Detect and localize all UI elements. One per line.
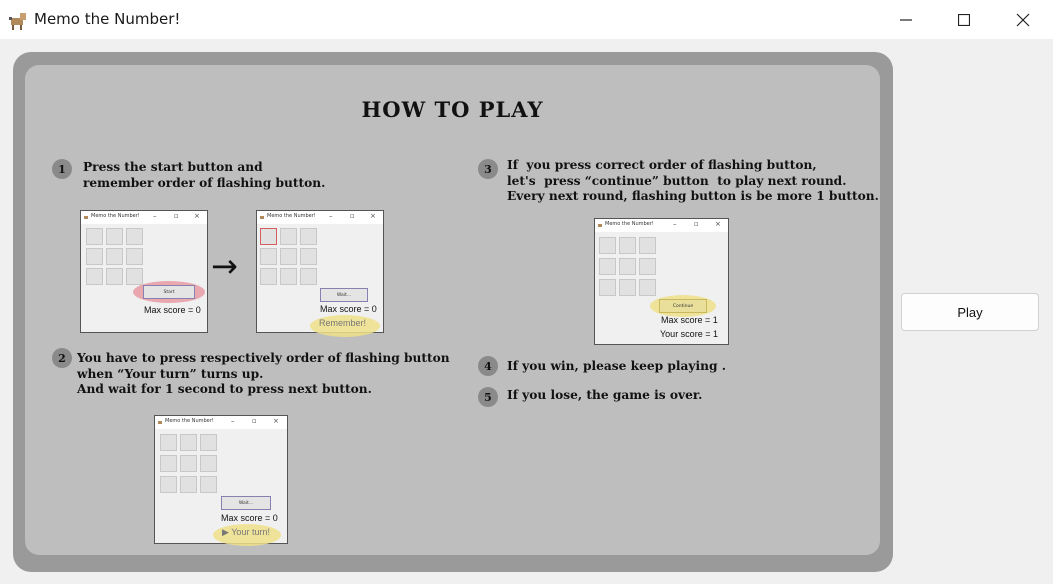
mini-max-score: Max score = 0 bbox=[221, 513, 278, 523]
grid-cell bbox=[639, 279, 656, 296]
close-icon: × bbox=[273, 417, 279, 425]
minimize-icon: – bbox=[673, 220, 677, 228]
grid-cell bbox=[106, 248, 123, 265]
close-icon: × bbox=[715, 220, 721, 228]
step-2-text: You have to press respectively order of flashing button when “Your turn” turns up. And wait for 1 second to press next button. bbox=[77, 351, 450, 396]
grid-cell bbox=[280, 228, 297, 245]
grid-cell bbox=[160, 455, 177, 472]
maximize-icon: ▫ bbox=[252, 417, 257, 425]
grid-cell bbox=[200, 455, 217, 472]
maximize-icon bbox=[958, 14, 970, 26]
grid-cell bbox=[200, 476, 217, 493]
maximize-icon: ▫ bbox=[174, 212, 179, 220]
grid-cell bbox=[200, 434, 217, 451]
arrow-icon: → bbox=[211, 247, 238, 285]
mini-max-score: Max score = 0 bbox=[144, 305, 201, 315]
window-title: Memo the Number! bbox=[34, 10, 181, 28]
grid-cell bbox=[619, 279, 636, 296]
minimize-icon: – bbox=[231, 417, 235, 425]
grid-cell bbox=[126, 228, 143, 245]
grid-cell bbox=[260, 248, 277, 265]
mini-continue-button: Continue bbox=[659, 299, 707, 313]
mini-window-title: Memo the Number! bbox=[165, 418, 214, 424]
grid-cell bbox=[599, 237, 616, 254]
mini-max-score: Max score = 0 bbox=[320, 304, 377, 314]
grid-cell bbox=[280, 248, 297, 265]
grid-cell-flashing bbox=[260, 228, 277, 245]
instructions-frame bbox=[13, 52, 893, 572]
grid-cell bbox=[106, 268, 123, 285]
grid-cell bbox=[180, 455, 197, 472]
app-icon bbox=[83, 214, 89, 220]
grid-cell bbox=[300, 268, 317, 285]
app-icon bbox=[8, 9, 30, 31]
example-remember-window bbox=[256, 210, 384, 333]
grid-cell bbox=[160, 434, 177, 451]
step-5-text: If you lose, the game is over. bbox=[507, 388, 703, 402]
grid-cell bbox=[86, 268, 103, 285]
maximize-icon: ▫ bbox=[694, 220, 699, 228]
grid-cell bbox=[260, 268, 277, 285]
step-1-text: Press the start button and remember order of flashing button. bbox=[83, 160, 326, 190]
app-icon bbox=[259, 214, 265, 220]
grid-cell bbox=[599, 258, 616, 275]
app-icon bbox=[157, 419, 163, 425]
maximize-button[interactable] bbox=[936, 0, 992, 39]
mini-your-score: Your score = 1 bbox=[660, 329, 718, 339]
maximize-icon: ▫ bbox=[350, 212, 355, 220]
mini-remember-label: Remember! bbox=[319, 318, 367, 328]
grid-cell bbox=[639, 258, 656, 275]
grid-cell bbox=[126, 248, 143, 265]
grid-cell bbox=[599, 279, 616, 296]
grid-cell bbox=[180, 434, 197, 451]
grid-cell bbox=[639, 237, 656, 254]
step-5-badge: 5 bbox=[478, 387, 498, 407]
example-continue-window bbox=[594, 218, 729, 345]
mini-max-score: Max score = 1 bbox=[661, 315, 718, 325]
instructions-panel bbox=[25, 65, 880, 555]
play-button[interactable]: Play bbox=[901, 293, 1039, 331]
mini-wait-button: Wait... bbox=[320, 288, 368, 302]
step-2-badge: 2 bbox=[52, 348, 72, 368]
grid-cell bbox=[106, 228, 123, 245]
close-icon: × bbox=[194, 212, 200, 220]
grid-cell bbox=[619, 258, 636, 275]
step-1-badge: 1 bbox=[52, 159, 72, 179]
mini-window-title: Memo the Number! bbox=[91, 213, 140, 219]
grid-cell bbox=[86, 248, 103, 265]
minimize-icon: – bbox=[329, 212, 333, 220]
example-your-turn-window bbox=[154, 415, 288, 544]
grid-cell bbox=[280, 268, 297, 285]
step-3-text: If you press correct order of flashing button, let's press “continue” button to play next round. Every next round, flashing button is be more 1 button. bbox=[507, 158, 879, 203]
grid-cell bbox=[180, 476, 197, 493]
app-icon bbox=[597, 222, 603, 228]
grid-cell bbox=[300, 248, 317, 265]
step-4-text: If you win, please keep playing . bbox=[507, 359, 726, 373]
mini-start-button: Start bbox=[143, 285, 195, 299]
minimize-button[interactable] bbox=[878, 0, 934, 39]
step-4-badge: 4 bbox=[478, 356, 498, 376]
grid-cell bbox=[300, 228, 317, 245]
close-icon bbox=[1016, 13, 1030, 27]
mini-window-title: Memo the Number! bbox=[267, 213, 316, 219]
minimize-icon bbox=[900, 14, 912, 26]
close-icon: × bbox=[370, 212, 376, 220]
grid-cell bbox=[160, 476, 177, 493]
minimize-icon: – bbox=[153, 212, 157, 220]
mini-wait-button: Wait... bbox=[221, 496, 271, 510]
grid-cell bbox=[126, 268, 143, 285]
grid-cell bbox=[86, 228, 103, 245]
mini-your-turn-label: ▶ Your turn! bbox=[222, 527, 270, 537]
how-to-play-heading: HOW TO PLAY bbox=[361, 97, 544, 122]
grid-cell bbox=[619, 237, 636, 254]
step-3-badge: 3 bbox=[478, 159, 498, 179]
title-bar bbox=[0, 0, 1053, 39]
example-start-window bbox=[80, 210, 208, 333]
mini-window-title: Memo the Number! bbox=[605, 221, 654, 227]
close-button[interactable] bbox=[995, 0, 1051, 39]
